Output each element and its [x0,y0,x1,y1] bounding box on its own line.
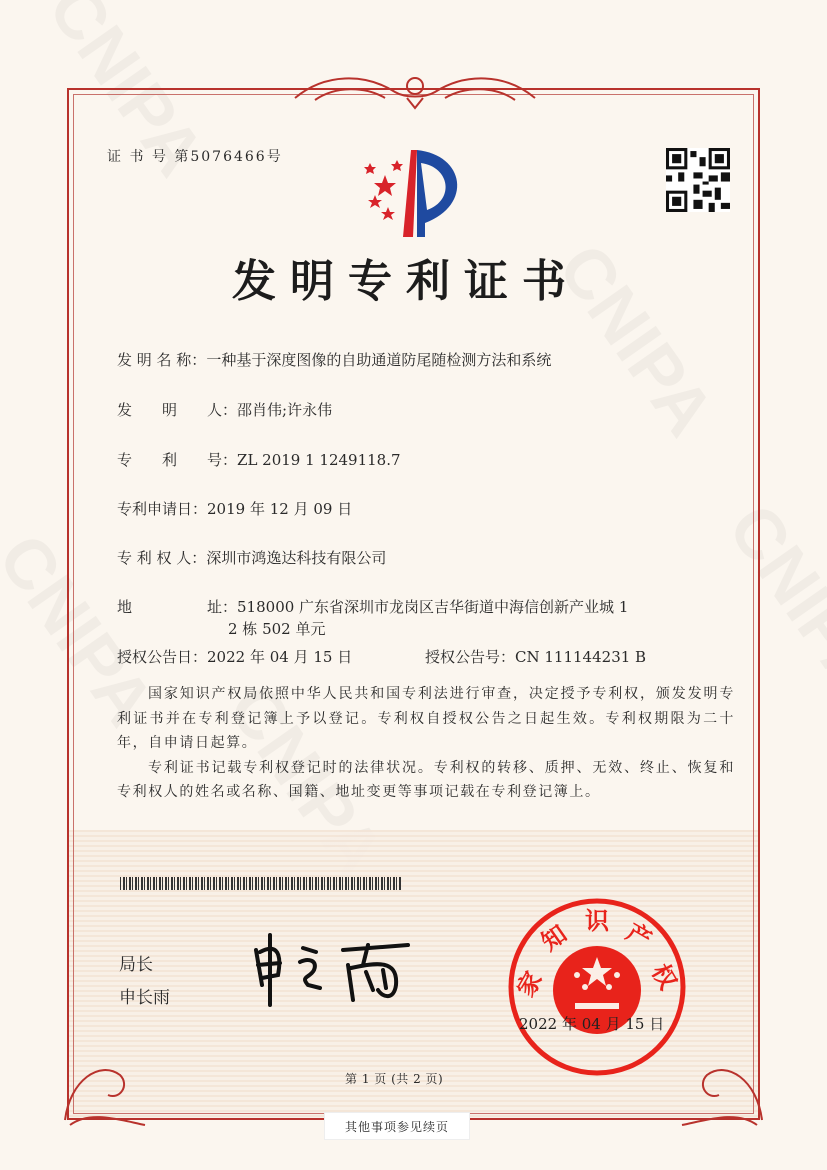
field-value: 2022 年 04 月 15 日 [207,648,353,666]
field-label: 发 明 人： [117,401,238,419]
top-ornament [285,68,545,114]
footer-note: 其他事项参见续页 [324,1112,470,1140]
barcode [120,877,402,890]
field-grant-date [117,646,352,667]
field-label: 发 明 名 称： [117,351,207,369]
qr-code [666,148,730,212]
field-grant-no [425,646,646,667]
field-value: 2019 年 12 月 09 日 [207,500,353,518]
field-patentee [117,547,386,568]
certificate-statement [117,682,735,805]
field-inventor [117,399,332,420]
corner-ornament-right [677,1040,767,1130]
seal-date: 2022 年 04 月 15 日 [519,1015,665,1033]
field-patent-no [117,449,401,470]
svg-text:识: 识 [585,906,609,935]
paragraph: 专利证书记载专利权登记时的法律状况。专利权的转移、质押、无效、终止、恢复和专利权人的姓名或名称、国籍、地址变更等事项记载在专利登记簿上。 [117,759,735,800]
field-invention-name [117,349,551,370]
field-address [117,596,628,617]
signatory-name: 申长雨 [119,988,170,1008]
field-value: 518000 广东省深圳市龙岗区吉华街道中海信创新产业城 1 [237,598,629,616]
svg-text:权: 权 [645,958,683,995]
signatory-title: 局长 [119,955,153,975]
signature [248,930,428,1010]
field-value: 邵肖伟;许永伟 [237,401,333,419]
field-value: CN 111144231 B [515,648,647,666]
corner-ornament-left [60,1040,150,1130]
field-label: 地 址： [117,598,238,616]
certificate-number: 证 书 号 第5076466号 [107,149,283,165]
field-label: 专 利 权 人： [117,549,207,567]
field-label: 专 利 号： [117,451,238,469]
page-indicator: 第 1 页 (共 2 页) [345,1072,444,1086]
document-title: 发明专利证书 [232,256,580,307]
field-label: 授权公告日： [117,648,208,666]
field-address-line2: 2 栋 502 单元 [228,620,326,638]
svg-text:家: 家 [510,966,548,1002]
field-value: 深圳市鸿逸达科技有限公司 [206,549,387,567]
field-filing-date [117,498,352,519]
svg-text:产: 产 [621,917,657,955]
field-label: 授权公告号： [425,648,516,666]
field-label: 专利申请日： [117,500,208,518]
cnipa-logo [355,145,475,240]
official-seal [505,895,690,1080]
field-value: ZL 2019 1 1249118.7 [237,451,401,469]
svg-text:知: 知 [535,918,572,957]
paragraph: 国家知识产权局依照中华人民共和国专利法进行审查，决定授予专利权，颁发发明专利证书并在专利登记簿上予以登记。专利权自授权公告之日起生效。专利权期限为二十年，自申请日起算。 [117,686,735,751]
field-value: 一种基于深度图像的自助通道防尾随检测方法和系统 [206,351,552,369]
